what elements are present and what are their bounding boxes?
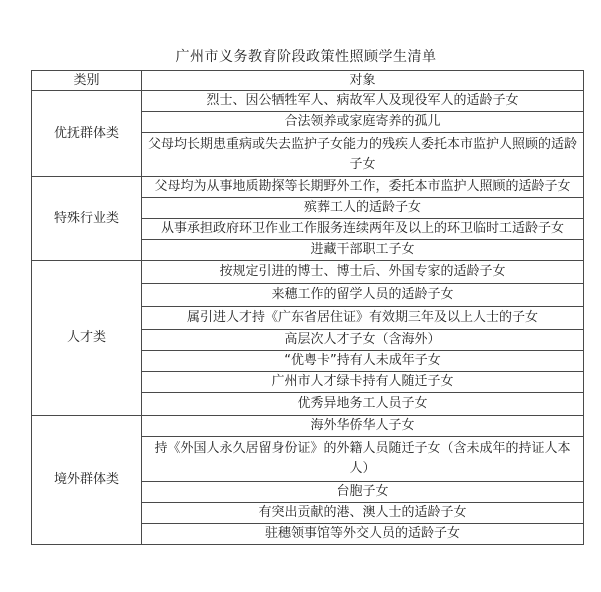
category-cell: 优抚群体类 <box>32 91 142 177</box>
object-cell: 驻穗领事馆等外交人员的适龄子女 <box>142 524 584 545</box>
category-cell: 境外群体类 <box>32 416 142 545</box>
object-cell: 广州市人才绿卡持有人随迁子女 <box>142 372 584 393</box>
object-cell: 从事承担政府环卫作业工作服务连续两年及以上的环卫临时工适龄子女 <box>142 219 584 240</box>
table-row <box>32 91 584 112</box>
object-cell: 父母均长期患重病或失去监护子女能力的残疾人委托本市监护人照顾的适龄子女 <box>142 133 584 177</box>
object-cell: 进藏干部职工子女 <box>142 240 584 261</box>
table-row <box>32 177 584 198</box>
object-cell: “优粤卡”持有人未成年子女 <box>142 351 584 372</box>
table-row <box>32 416 584 437</box>
object-cell: 合法领养或家庭寄养的孤儿 <box>142 112 584 133</box>
policy-student-table <box>31 70 584 545</box>
header-object: 对象 <box>142 71 584 91</box>
object-cell: 按规定引进的博士、博士后、外国专家的适龄子女 <box>142 261 584 284</box>
table-row <box>32 261 584 284</box>
object-cell: 高层次人才子女（含海外） <box>142 330 584 351</box>
object-cell: 优秀异地务工人员子女 <box>142 393 584 416</box>
object-cell: 持《外国人永久居留身份证》的外籍人员随迁子女（含未成年的持证人本人） <box>142 437 584 482</box>
header-category: 类别 <box>32 71 142 91</box>
table-header-row <box>32 71 584 91</box>
object-cell: 属引进人才持《广东省居住证》有效期三年及以上人士的子女 <box>142 307 584 330</box>
page-title: 广州市义务教育阶段政策性照顾学生清单 <box>175 49 437 65</box>
object-cell: 有突出贡献的港、澳人士的适龄子女 <box>142 503 584 524</box>
object-cell: 父母均为从事地质勘探等长期野外工作，委托本市监护人照顾的适龄子女 <box>142 177 584 198</box>
category-cell: 人才类 <box>32 261 142 416</box>
object-cell: 来穗工作的留学人员的适龄子女 <box>142 284 584 307</box>
object-cell: 烈士、因公牺牲军人、病故军人及现役军人的适龄子女 <box>142 91 584 112</box>
object-cell: 台胞子女 <box>142 482 584 503</box>
image-edge-fade <box>440 548 601 592</box>
category-cell: 特殊行业类 <box>32 177 142 261</box>
object-cell: 海外华侨华人子女 <box>142 416 584 437</box>
object-cell: 殡葬工人的适龄子女 <box>142 198 584 219</box>
